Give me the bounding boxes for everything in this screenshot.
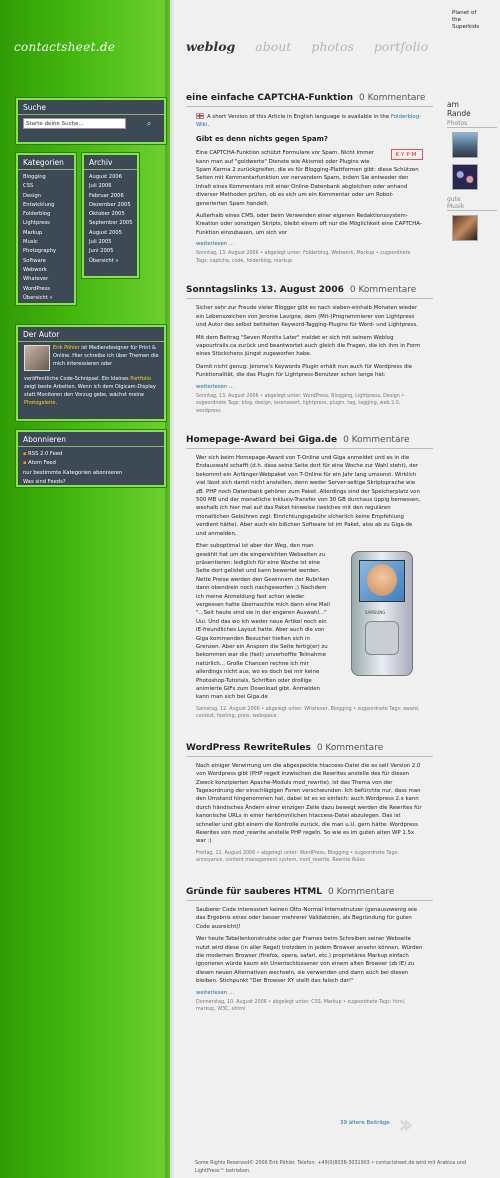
post-subheading: Gibt es denn nichts gegen Spam? — [196, 134, 328, 143]
divider — [186, 106, 433, 107]
archive-item[interactable]: Juli 2005 — [89, 239, 112, 246]
portfolio-link[interactable]: Portfolio — [130, 376, 151, 382]
comments-link[interactable]: 0 Kommentare — [328, 886, 395, 897]
album-cover[interactable] — [452, 215, 478, 241]
nav-about[interactable]: about — [255, 39, 292, 54]
archive-item[interactable]: August 2005 — [89, 229, 123, 236]
category-item[interactable]: Music — [23, 239, 38, 246]
archive-item[interactable]: August 2006 — [89, 174, 123, 180]
author-box — [16, 325, 166, 421]
archive-box — [82, 153, 139, 278]
category-item[interactable]: Markup — [23, 229, 43, 236]
nav-portfolio[interactable]: portfolio — [373, 39, 429, 54]
post — [186, 435, 433, 721]
post-meta: Freitag, 11. August 2006 • abgelegt unter: WordPress, Blogging • zugeordnete Tags: annoyance, content management system, mod_rewrite, Rewrite Rules — [196, 850, 399, 864]
mp3-player-image: SAMSUNG — [337, 546, 423, 686]
main-nav — [186, 39, 428, 54]
older-posts-link[interactable]: 39 ältere Beiträge — [340, 1120, 390, 1126]
subscribe-title: Abonnieren — [18, 432, 164, 447]
divider — [186, 298, 433, 299]
post-paragraph: Mit dem Beitrag "Seven Months Later" meldet er sich mit seinem Weblog vapourtrails.ca zurück und beantwortet auch gleich die Fragen, die ich ihm in Form eines Stöckchens jüngst zugeworfen habe. — [196, 334, 421, 358]
post-title[interactable]: Homepage-Award bei Giga.de 0 Kommentare — [186, 435, 410, 446]
post-paragraph: Wer heute Tabellenkonstrukte oder gar Frames beim Schreiben seiner Webseite nutzt wird diese (in aller Regel) trotzdem in jedem Browser ansehn können. Würden die modernen Browser (firefox, opera, safari, etc.) proprietäres Markup einfach ignorieren würde kaum ein Unentschlossener von einem alten Browser (zb IE) zu diesen neuen Alternativen wechseln, sie verwenden und dann auch bei diesen bleiben. Stichpunkt "Der Browser XY stellt das falsch dar!" — [196, 936, 423, 985]
post-paragraph: Eine CAPTCHA-Funktion schützt Formulare vor Spam. Nicht immer kann man auf "goldwerte" Dienste wie Akismet oder Plugins wie Spam Karma 2 zurückgreifen, die es für Blogging-Plattformen gibt: diese Schützen Seiten mit Kommentarfunktion vor nervendem Spam, indem Sie entweder den Inhalt eines Kommentars mit einer Online-Datenbank abgleichen oder anhand diverser Methoden prüfen, ob es sich um ein Kommentar oder um Robot-generierten Spam handelt. — [196, 150, 419, 207]
archive-item[interactable]: Juni 2005 — [89, 248, 114, 255]
post-meta: Sonntag, 13. August 2006 • abgelegt unter: Folderblog, Webwork, Markup • zugeordnete Tags: captcha, code, folderblog, markup — [196, 251, 411, 264]
footer: Some Rights Reserved© 2006 Erik Pöhler. Telefon: +49(0)8036-3031903 • contactsheet.de wird mit Arabica und LightPress™ betrieben. — [195, 1161, 466, 1174]
post-meta: Samstag, 12. August 2006 • abgelegt unter: Whatever, Blogging • zugeordnete Tags: award, contest, hosting, preis, webspace — [196, 706, 420, 720]
good-music-heading: gute Musik — [447, 196, 497, 211]
divider — [186, 756, 433, 757]
archive-item[interactable]: Oktober 2005 — [89, 211, 125, 218]
comments-link[interactable]: 0 Kommentare — [359, 93, 426, 103]
post-paragraph: Sicher sehr zur Freude vieler Blogger gibt es nach sieben-einhalb Monaten wieder ein Lebenszeichen von Jerome Lavigne, dem (Mit-)Programmierer von Lightpress und Autor des selbst betitelten Keyword-Tagging-Plugins für Word- und Lightpress. — [196, 305, 418, 329]
feed-icon: ▪ — [23, 460, 29, 467]
category-item[interactable]: Lightpress — [23, 220, 50, 227]
post-paragraph: Damit nicht genug: Jerome's Keywords Plugin erhält nun auch für Wordpress die Funktionalität, die das Plugin für Lightpress-Benutzer schon lange hat: — [196, 363, 413, 379]
category-item[interactable]: Whatever — [23, 276, 49, 283]
site-logo[interactable]: contactsheet.de — [14, 40, 116, 54]
photo-thumbnail[interactable] — [452, 164, 478, 190]
planet-superkids-link[interactable]: Planet of the Superkids — [452, 10, 480, 30]
photogallery-link[interactable]: Photogalerie — [24, 400, 56, 406]
sidebar-title: am Rande — [447, 100, 471, 118]
author-bio-2: veröffentliche Code-Schnipsel. Ein kleines Portfolio zeigt beste Arbeiten. Wenn ich dem Digicam-Display statt Monitoren den Vorzug gebe, wächst meine Photogalerie. — [24, 376, 156, 406]
category-item[interactable]: Entwicklung — [23, 201, 55, 208]
sidebar-shadow — [165, 0, 175, 1178]
post — [186, 887, 433, 1014]
search-icon[interactable]: ⌕ — [146, 119, 152, 128]
post: eine einfache CAPTCHA-Funktion 0 Kommentare A short Version of this Article in English language is available in the Folderblog-Wiki. Gibt es denn nichts gegen Spam? KYPM Eine CAPTCHA-Funktion schützt Formulare vor Spam. Nicht immer kann man auf "goldwerte" Dienste wie Akismet oder Plugins wie Spam Karma 2 zurückgreifen, die es für Blogging-Plattformen gibt: diese Schützen Seiten mit Kommentarfunktion vor nervendem Spam, indem Sie entweder den Inhalt eines Kommentars mit einer Online-Datenbank abgleichen oder anhand diverser Methoden prüfen, ob es sich um ein Kommentar oder um Robot-generierten Spam handelt. Außerhalb eines CMS, oder beim Verwenden einer eigenen Redaktionssystem-Kreation oder sonstigen Skripts, bleibt einem oft nur die Möglichkeit eine CAPTCHA-Funktion einzubauen, um sich vor weiterlesen ... Sonntag, 13. August 2006 • abgelegt unter: Folderblog, Webwork, Markup • zugeordnete Tags: captcha, code, folderblog, markup — [186, 93, 433, 265]
divider — [186, 900, 433, 901]
uk-flag-icon — [196, 113, 204, 119]
feeds-help-link[interactable]: Was sind Feeds? — [23, 478, 66, 485]
search-title: Suche — [18, 100, 164, 115]
category-item[interactable]: Blogging — [23, 174, 46, 180]
post-paragraph: Sauberer Code interessiert keinen Otto-Normal Internetnutzer (genausowenig wie das Ergebnis eines oder besser mehrerer Validatoren, als Begründung für guten Code ausreicht)! — [196, 906, 418, 930]
post-paragraph: Außerhalb eines CMS, oder beim Verwenden einer eigenen Redaktionssystem-Kreation oder sonstigen Skripts, bleibt einem oft nur die Möglichkeit eine CAPTCHA-Funktion einzubauen, um sich vor — [196, 213, 422, 236]
main-content — [186, 93, 433, 1014]
right-sidebar — [447, 100, 497, 247]
post-paragraph: Nach einiger Verwirrung um die abgespeckte htaccess-Datei die es seit Version 2.0 von Wordpress gibt (PHP regelt inzwischen die Rewrites anstelle des für diesen Zweck konzipierten Apache-Moduls mod_rewrite), ist das Thema von der Tagesordnung der einschlägigen Foren verschwunden. Ich befürchte nur, dass man den Umstand hingenommen hat, dabei ist es so einfach: auch Wordpress 2.x kann durch händisches Ändern einer einzigen Zeile dazu bewegt werden die Rewrites für kanonische URLs in einer herkömmlichen htaccess-Datei abzulegen. Das ist schneller und gibt einem die Kontrolle zurück, die man u.U. gern hätte: Wordpress Rewrites von mod_rewrite anstelle PHP regeln. So wie es im guten alten WP 1.5x war :) — [196, 762, 422, 845]
post-meta: Donnerstag, 10. August 2006 • abgelegt unter: CSS, Markup • zugeordnete Tags: html, markup, W3C, xhtml — [196, 999, 406, 1013]
category-item[interactable]: Webwork — [23, 266, 47, 273]
post-title[interactable]: Gründe für sauberes HTML 0 Kommentare — [186, 886, 395, 897]
category-item[interactable]: Folderblog — [23, 211, 51, 218]
read-more-link[interactable]: weiterlesen ... — [196, 241, 235, 248]
archive-item[interactable]: Februar 2006 — [89, 192, 124, 199]
header — [0, 0, 500, 88]
archive-item[interactable]: Juli 2006 — [89, 183, 112, 190]
post-paragraph: Wer sich beim Homepage-Award von T-Online und Giga anmeldet und es in die Endauswahl schafft (d.h. dass seine Seite dort für eine Woche zur Wahl steht), der bekommt ein Anfänger-Webpaket von T-Online für ein Jahr lang umsonst. Wirklich viel lässt sich damit nicht anstellen, denn weder Server-seitige Skriptsprache wie zB. PHP noch Datenbank gehören zum Paket. Allerdings sind der Speicherplatz von 500 MB und der monatliche Inklusiv-Transfer von 30 GB durchaus üppig bemessen, weshalb ich hier mal auf das Paket hinweise (welches mit den regulären monatlichen Gebühren zzgl. Einrichtungsgebühr sicherlich keine Empfehlung verdient hätte). Aber auch ein bißchen Software ist im Paket, also ab zu Giga.de und anmelden. — [196, 455, 421, 537]
post-title[interactable]: Sonntagslinks 13. August 2006 0 Kommentare — [186, 285, 417, 296]
feed-icon: ▪ — [23, 451, 29, 457]
author-avatar — [24, 345, 50, 371]
post — [186, 285, 433, 415]
photos-heading: Photos — [447, 120, 497, 128]
archive-overview-link[interactable]: Übersicht » — [89, 257, 119, 264]
categories-box — [16, 153, 76, 305]
post-title[interactable]: eine einfache CAPTCHA-Funktion 0 Kommentare — [186, 93, 426, 103]
author-title: Der Autor — [18, 327, 164, 342]
author-name-link[interactable]: Erik Pöhler — [53, 345, 80, 351]
archive-title: Archiv — [84, 155, 137, 170]
author-bio-1: Erik Pöhler ist Mediendesigner für Print & Online. Hier schreibe ich über Themen die mich interessieren oder — [53, 345, 159, 367]
archive-item[interactable]: Dezember 2005 — [89, 201, 131, 208]
rss-feed-link[interactable]: ▪ RSS 2.0 Feed — [23, 451, 63, 457]
atom-feed-link[interactable]: ▪ Atom Feed — [23, 460, 56, 467]
post — [186, 743, 433, 865]
subscribe-box — [16, 430, 166, 487]
category-item[interactable]: Design — [23, 192, 41, 199]
post-title[interactable]: WordPress RewriteRules 0 Kommentare — [186, 742, 384, 753]
read-more-link[interactable]: weiterlesen ... — [196, 989, 235, 996]
captcha-image: KYPM — [391, 149, 423, 160]
category-item[interactable]: Photography — [23, 248, 57, 255]
category-item[interactable]: CSS — [23, 183, 34, 190]
divider — [186, 448, 433, 449]
double-chevron-right-icon[interactable]: ›› — [398, 1110, 408, 1140]
nav-weblog[interactable]: weblog — [186, 39, 236, 54]
post-paragraph: Eher suboptimal ist aber der Weg, den man gewählt hat um die eingereichten Webseiten zu präsentieren: lediglich für eine Woche ist eine Seite dort gelistet und kann bewertet werden. Nette Preise werden den Gewinnern der Rubriken dann obendrein noch nachgeworfen ;) Nachdem ich meine Anmeldung fast schon wieder vergessen hatte überraschte mich dann eine Mail "...Seit heute sind sie in der engeren Auswahl..." Uui. Und das wo ich weder neue Artikel noch ein IE-freundliches Layout hatte. Aber auch die von Giga kommenden Besucher hielten sich in Grenzen. Aber ein Ansporn die Seite fertig(er) zu bekommen war die (fast) unverhoffte Teilnahme natürlich... Große Chancen rechne ich mir allerdings nicht aus, wo es doch bei mir keine Photoshop-Tutorials, Schriften oder drollige animierte GIFs zum Download gibt. Anmelden kann man sich bei Giga.de — [196, 543, 330, 701]
search-input[interactable]: Starte deine Suche... — [23, 118, 126, 129]
nav-photos[interactable]: photos — [311, 39, 354, 54]
read-more-link[interactable]: weiterlesen ... — [196, 383, 235, 390]
category-feed-link[interactable]: nur bestimmte Kategorien abonnieren — [23, 469, 123, 476]
photo-thumbnail[interactable] — [452, 132, 478, 158]
comments-link[interactable]: 0 Kommentare — [343, 435, 410, 446]
archive-item[interactable]: September 2005 — [89, 220, 133, 227]
comments-link[interactable]: 0 Kommentare — [349, 285, 417, 296]
categories-title: Kategorien — [18, 155, 74, 170]
category-item[interactable]: WordPress — [23, 285, 50, 292]
comments-link[interactable]: 0 Kommentare — [316, 742, 384, 753]
search-box — [16, 98, 166, 144]
category-overview-link[interactable]: Übersicht » — [23, 294, 53, 301]
post-meta: Sonntag, 13. August 2006 • abgelegt unter: WordPress, Blogging, Lightpress, Design • zugeordnete Tags: blog, design, lesenswert, lightpress, plugin, tag, tagging, web 2.0, wordpress — [196, 393, 405, 414]
category-item[interactable]: Software — [23, 257, 46, 264]
wiki-link[interactable]: Folderblog-Wiki — [196, 114, 422, 129]
